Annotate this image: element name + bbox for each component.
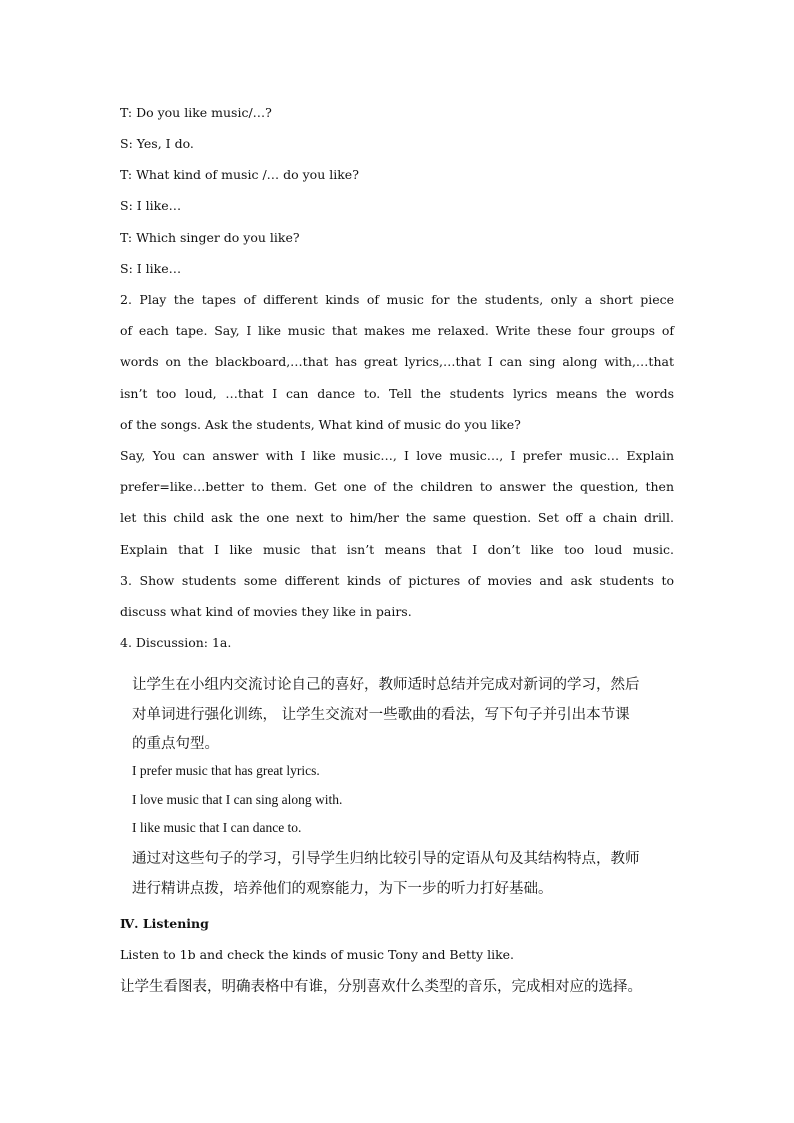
listening-instruction: Listen to 1b and check the kinds of music Tony and Betty like. [120, 947, 515, 962]
step3-line-1: 3. Show students some different kinds of pictures of movies and ask students to [120, 573, 674, 588]
dialogue-line-2: S: Yes, I do. [120, 136, 194, 151]
step2-line-7: prefer=like…better to them. Get one of the children to answer the question, then [120, 479, 674, 494]
step2-line-1: 2. Play the tapes of different kinds of music for the students, only a short piece [120, 292, 674, 307]
step2-line-2: of each tape. Say, I like music that makes me relaxed. Write these four groups of [120, 323, 674, 338]
cn-para1-line-2: 对单词进行强化训练， 让学生交流对一些歌曲的看法，写下句子并引出本节课 [132, 707, 630, 723]
cn-para1-line-1: 让学生在小组内交流讨论自己的喜好，教师适时总结并完成对新词的学习，然后 [132, 677, 640, 693]
example-sentence-2: I love music that I can sing along with. [132, 792, 343, 807]
dialogue-line-1: T: Do you like music/…? [120, 105, 272, 120]
cn-para2-line-1: 通过对这些句子的学习，引导学生归纳比较引导的定语从句及其结构特点，教师 [132, 851, 640, 867]
section-heading-listening: Ⅳ. Listening [120, 916, 209, 931]
step3-line-2: discuss what kind of movies they like in pairs. [120, 604, 412, 619]
step2-line-5: of the songs. Ask the students, What kind of music do you like? [120, 417, 521, 432]
dialogue-line-6: S: I like… [120, 261, 182, 276]
step2-line-9: Explain that I like music that isn’t means that I don’t like too loud music. [120, 542, 674, 557]
step4-heading: 4. Discussion: 1a. [120, 635, 232, 650]
dialogue-line-3: T: What kind of music /… do you like? [120, 167, 359, 182]
cn-para1-line-3: 的重点句型。 [132, 736, 219, 752]
step2-line-4: isn’t too loud, …that I can dance to. Tell the students lyrics means the words [120, 386, 674, 401]
step2-line-3: words on the blackboard,…that has great lyrics,…that I can sing along with,…that [120, 354, 674, 369]
cn-para3: 让学生看图表，明确表格中有谁，分别喜欢什么类型的音乐，完成相对应的选择。 [120, 979, 642, 995]
dialogue-line-5: T: Which singer do you like? [120, 230, 300, 245]
example-sentence-1: I prefer music that has great lyrics. [132, 763, 320, 778]
step2-line-8: let this child ask the one next to him/her the same question. Set off a chain drill. [120, 510, 674, 525]
example-sentence-3: I like music that I can dance to. [132, 820, 302, 835]
dialogue-line-4: S: I like… [120, 198, 182, 213]
cn-para2-line-2: 进行精讲点拨，培养他们的观察能力，为下一步的听力打好基础。 [132, 881, 553, 897]
step2-line-6: Say, You can answer with I like music…, I love music…, I prefer music… Explain [120, 448, 674, 463]
